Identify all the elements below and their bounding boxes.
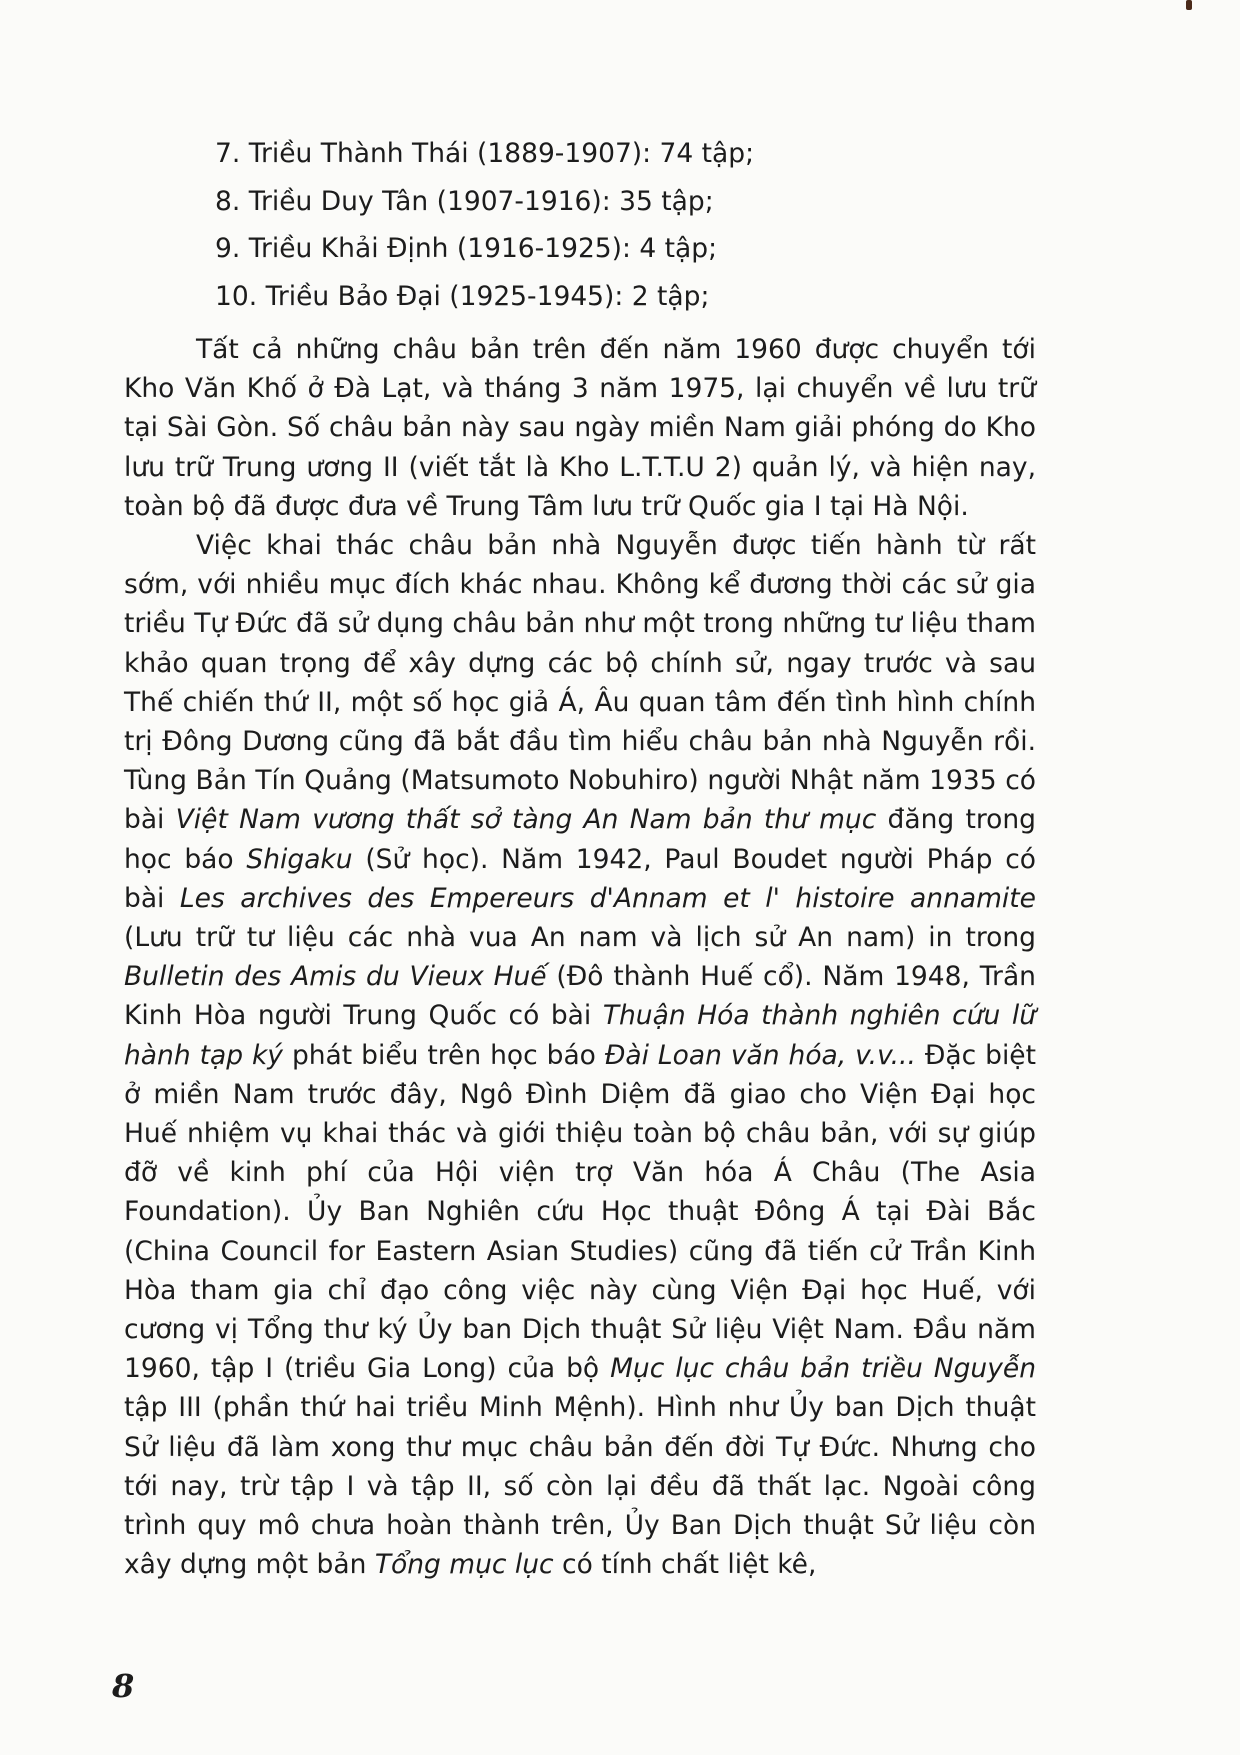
list-item: 7. Triều Thành Thái (1889-1907): 74 tập; [215,138,755,169]
text-run: (Lưu trữ tư liệu các nhà vua An nam và lịch sử An nam) in trong [124,922,1036,954]
text-run: đăng trong học báo [124,804,1036,875]
text-run: Đặc biệt ở miền Nam trước đây, Ngô Đình Diệm đã giao cho Viện Đại học Huế nhiệm vụ khai thác và giới thiệu toàn bộ châu bản, với sự giúp đỡ về kinh phí của Hội viện trợ Văn hóa Á Châu (The Asia Foundation). Ủy Ban Nghiên cứu Học thuật Đông Á tại Đài Bắc (China Council for Eastern Asian Studies) cũng đã tiến cử Trần Kinh Hòa tham gia chỉ đạo công việc này cùng Viện Đại học Huế, với cương vị Tổng thư ký Ủy ban Dịch thuật Sử liệu Việt Nam. Đầu năm 1960, tập I (triều Gia Long) của bộ [124,1039,1036,1385]
list-item: 8. Triều Duy Tân (1907-1916): 35 tập; [215,185,714,217]
italic-title: Mục lục châu bản triều Nguyễn [610,1353,1036,1385]
italic-title: Les archives des Empereurs d'Annam et l' histoire annamite [179,882,1036,914]
text-run: (Đô thành Huế cổ). Năm 1948, Trần Kinh Hòa người Trung Quốc có bài [124,961,1036,1032]
paragraph-research-history [124,526,1036,1584]
list-item: 10. Triều Bảo Đại (1925-1945): 2 tập; [215,280,710,312]
reign-volume-list [215,130,1115,320]
page-number: 8 [112,1667,135,1705]
text-run: có tính chất liệt kê, [553,1549,817,1581]
body-text [124,330,1036,1585]
italic-title: Thuận Hóa thành nghiên cứu lữ hành tạp ký [124,1000,1036,1071]
italic-title: Tổng mục lục [374,1549,554,1581]
italic-title: Bulletin des Amis du Vieux Huế [124,961,547,993]
text-run: (Sử học). Năm 1942, Paul Boudet người Pháp có bài [124,843,1036,914]
page-edge-mark [1186,0,1192,10]
paragraph-archive-transfer [124,330,1036,526]
italic-title: Việt Nam vương thất sở tàng An Nam bản thư mục [175,804,877,836]
text-run: phát biểu trên học báo [283,1039,605,1071]
text-run: tập III (phần thứ hai triều Minh Mệnh). Hình như Ủy ban Dịch thuật Sử liệu đã làm xong thư mục châu bản đến đời Tự Đức. Nhưng cho tới nay, trừ tập I và tập II, số còn lại đều đã thất lạc. Ngoài công trình quy mô chưa hoàn thành trên, Ủy Ban Dịch thuật Sử liệu còn xây dựng một bản [124,1392,1036,1581]
italic-title: Shigaku [246,843,353,875]
list-item: 9. Triều Khải Định (1916-1925): 4 tập; [215,233,718,264]
italic-title: Đài Loan văn hóa, v.v... [604,1039,916,1071]
text-run: Việc khai thác châu bản nhà Nguyễn được tiến hành từ rất sớm, với nhiều mục đích khác nhau. Không kể đương thời các sử gia triều Tự Đức đã sử dụng châu bản như một trong những tư liệu tham khảo quan trọng để xây dựng các bộ chính sử, ngay trước và sau Thế chiến thứ II, một số học giả Á, Âu quan tâm đến tình hình chính trị Đông Dương cũng đã bắt đầu tìm hiểu châu bản nhà Nguyễn rồi. Tùng Bản Tín Quảng (Matsumoto Nobuhiro) người Nhật năm 1935 có bài [124,530,1036,836]
text-run: Tất cả những châu bản trên đến năm 1960 được chuyển tới Kho Văn Khố ở Đà Lạt, và tháng 3 năm 1975, lại chuyển về lưu trữ tại Sài Gòn. Số châu bản này sau ngày miền Nam giải phóng do Kho lưu trữ Trung ương II (viết tắt là Kho L.T.T.U 2) quản lý, và hiện nay, toàn bộ đã được đưa về Trung Tâm lưu trữ Quốc gia I tại Hà Nội. [124,334,1036,522]
